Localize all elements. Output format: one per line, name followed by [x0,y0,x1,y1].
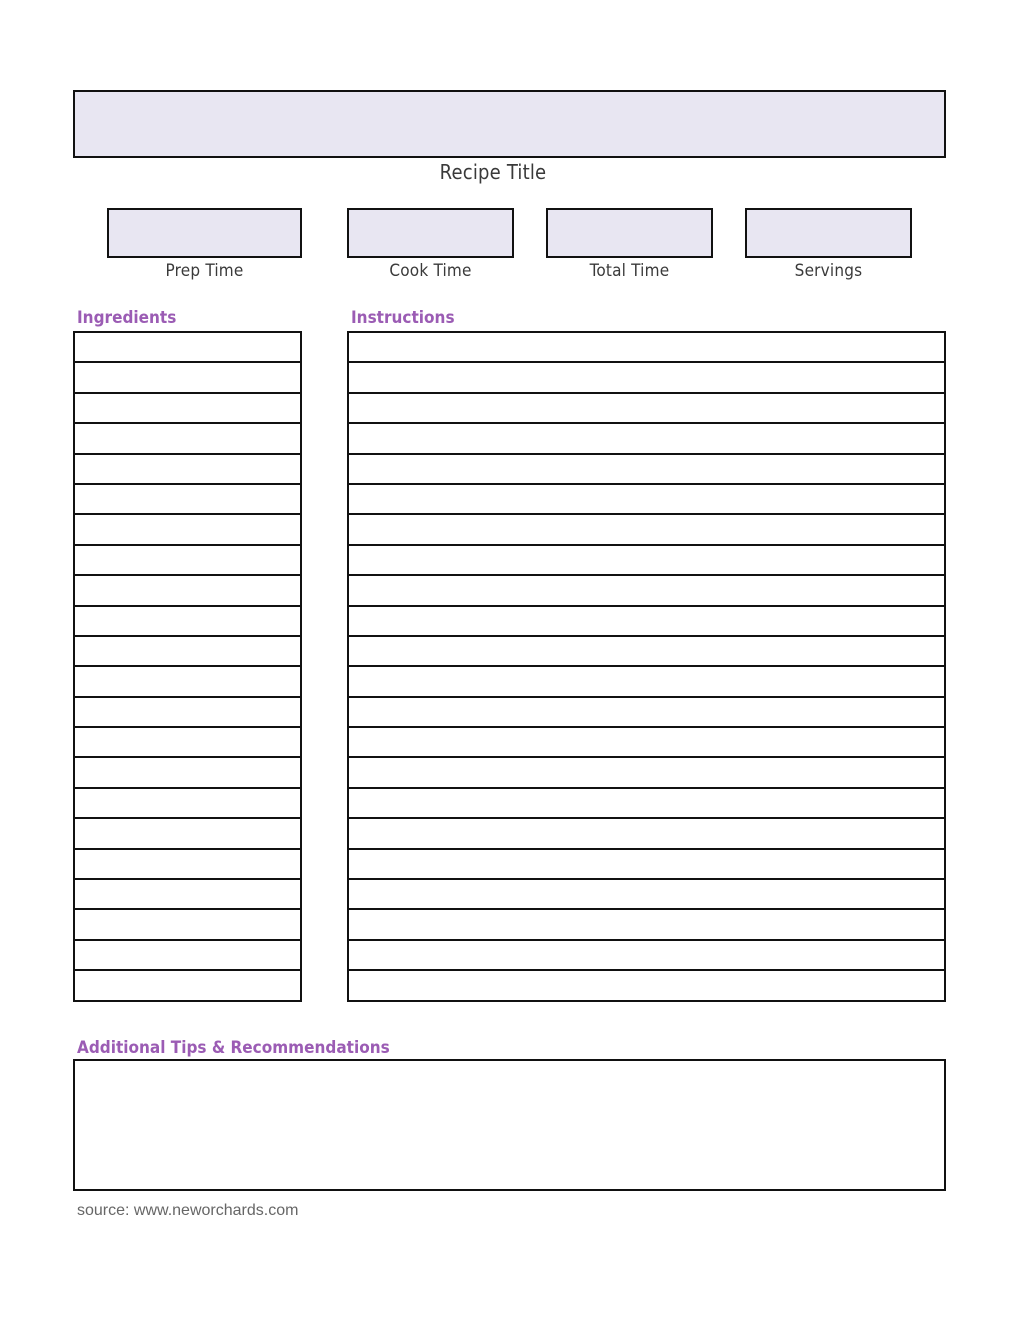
ingredient-line[interactable] [75,363,300,393]
ingredients-list [73,331,302,1002]
instruction-line[interactable] [349,424,944,454]
servings-label: Servings [794,261,863,281]
tips-heading: Additional Tips & Recommendations [77,1038,390,1058]
ingredient-line[interactable] [75,455,300,485]
instruction-line[interactable] [349,394,944,424]
ingredients-heading: Ingredients [77,308,177,328]
instruction-line[interactable] [349,758,944,788]
instruction-line[interactable] [349,576,944,606]
ingredient-line[interactable] [75,910,300,940]
instruction-line[interactable] [349,607,944,637]
ingredient-line[interactable] [75,333,300,363]
prep-time-label: Prep Time [165,261,244,281]
ingredient-line[interactable] [75,515,300,545]
instruction-line[interactable] [349,819,944,849]
ingredient-line[interactable] [75,728,300,758]
ingredient-line[interactable] [75,698,300,728]
instruction-line[interactable] [349,941,944,971]
recipe-title-field[interactable] [73,90,946,158]
ingredient-line[interactable] [75,485,300,515]
instruction-line[interactable] [349,698,944,728]
tips-field[interactable] [73,1059,946,1191]
instruction-line[interactable] [349,910,944,940]
cook-time-label: Cook Time [389,261,472,281]
ingredient-line[interactable] [75,394,300,424]
servings-field[interactable] [745,208,912,258]
ingredient-line[interactable] [75,576,300,606]
ingredient-line[interactable] [75,971,300,1001]
instruction-line[interactable] [349,971,944,1001]
ingredient-line[interactable] [75,941,300,971]
ingredient-line[interactable] [75,424,300,454]
instructions-heading: Instructions [351,308,455,328]
ingredient-line[interactable] [75,637,300,667]
instruction-line[interactable] [349,789,944,819]
instructions-list [347,331,946,1002]
ingredient-line[interactable] [75,607,300,637]
instruction-line[interactable] [349,667,944,697]
ingredient-line[interactable] [75,850,300,880]
instruction-line[interactable] [349,333,944,363]
ingredient-line[interactable] [75,789,300,819]
total-time-field[interactable] [546,208,713,258]
instruction-line[interactable] [349,850,944,880]
instruction-line[interactable] [349,515,944,545]
ingredient-line[interactable] [75,758,300,788]
cook-time-field[interactable] [347,208,514,258]
instruction-line[interactable] [349,728,944,758]
instruction-line[interactable] [349,455,944,485]
total-time-label: Total Time [589,261,670,281]
instruction-line[interactable] [349,637,944,667]
ingredient-line[interactable] [75,819,300,849]
ingredient-line[interactable] [75,667,300,697]
source-credit: source: www.neworchards.com [77,1202,299,1219]
prep-time-field[interactable] [107,208,302,258]
ingredient-line[interactable] [75,880,300,910]
instruction-line[interactable] [349,485,944,515]
instruction-line[interactable] [349,546,944,576]
recipe-title-label: Recipe Title [439,160,547,184]
instruction-line[interactable] [349,880,944,910]
instruction-line[interactable] [349,363,944,393]
ingredient-line[interactable] [75,546,300,576]
